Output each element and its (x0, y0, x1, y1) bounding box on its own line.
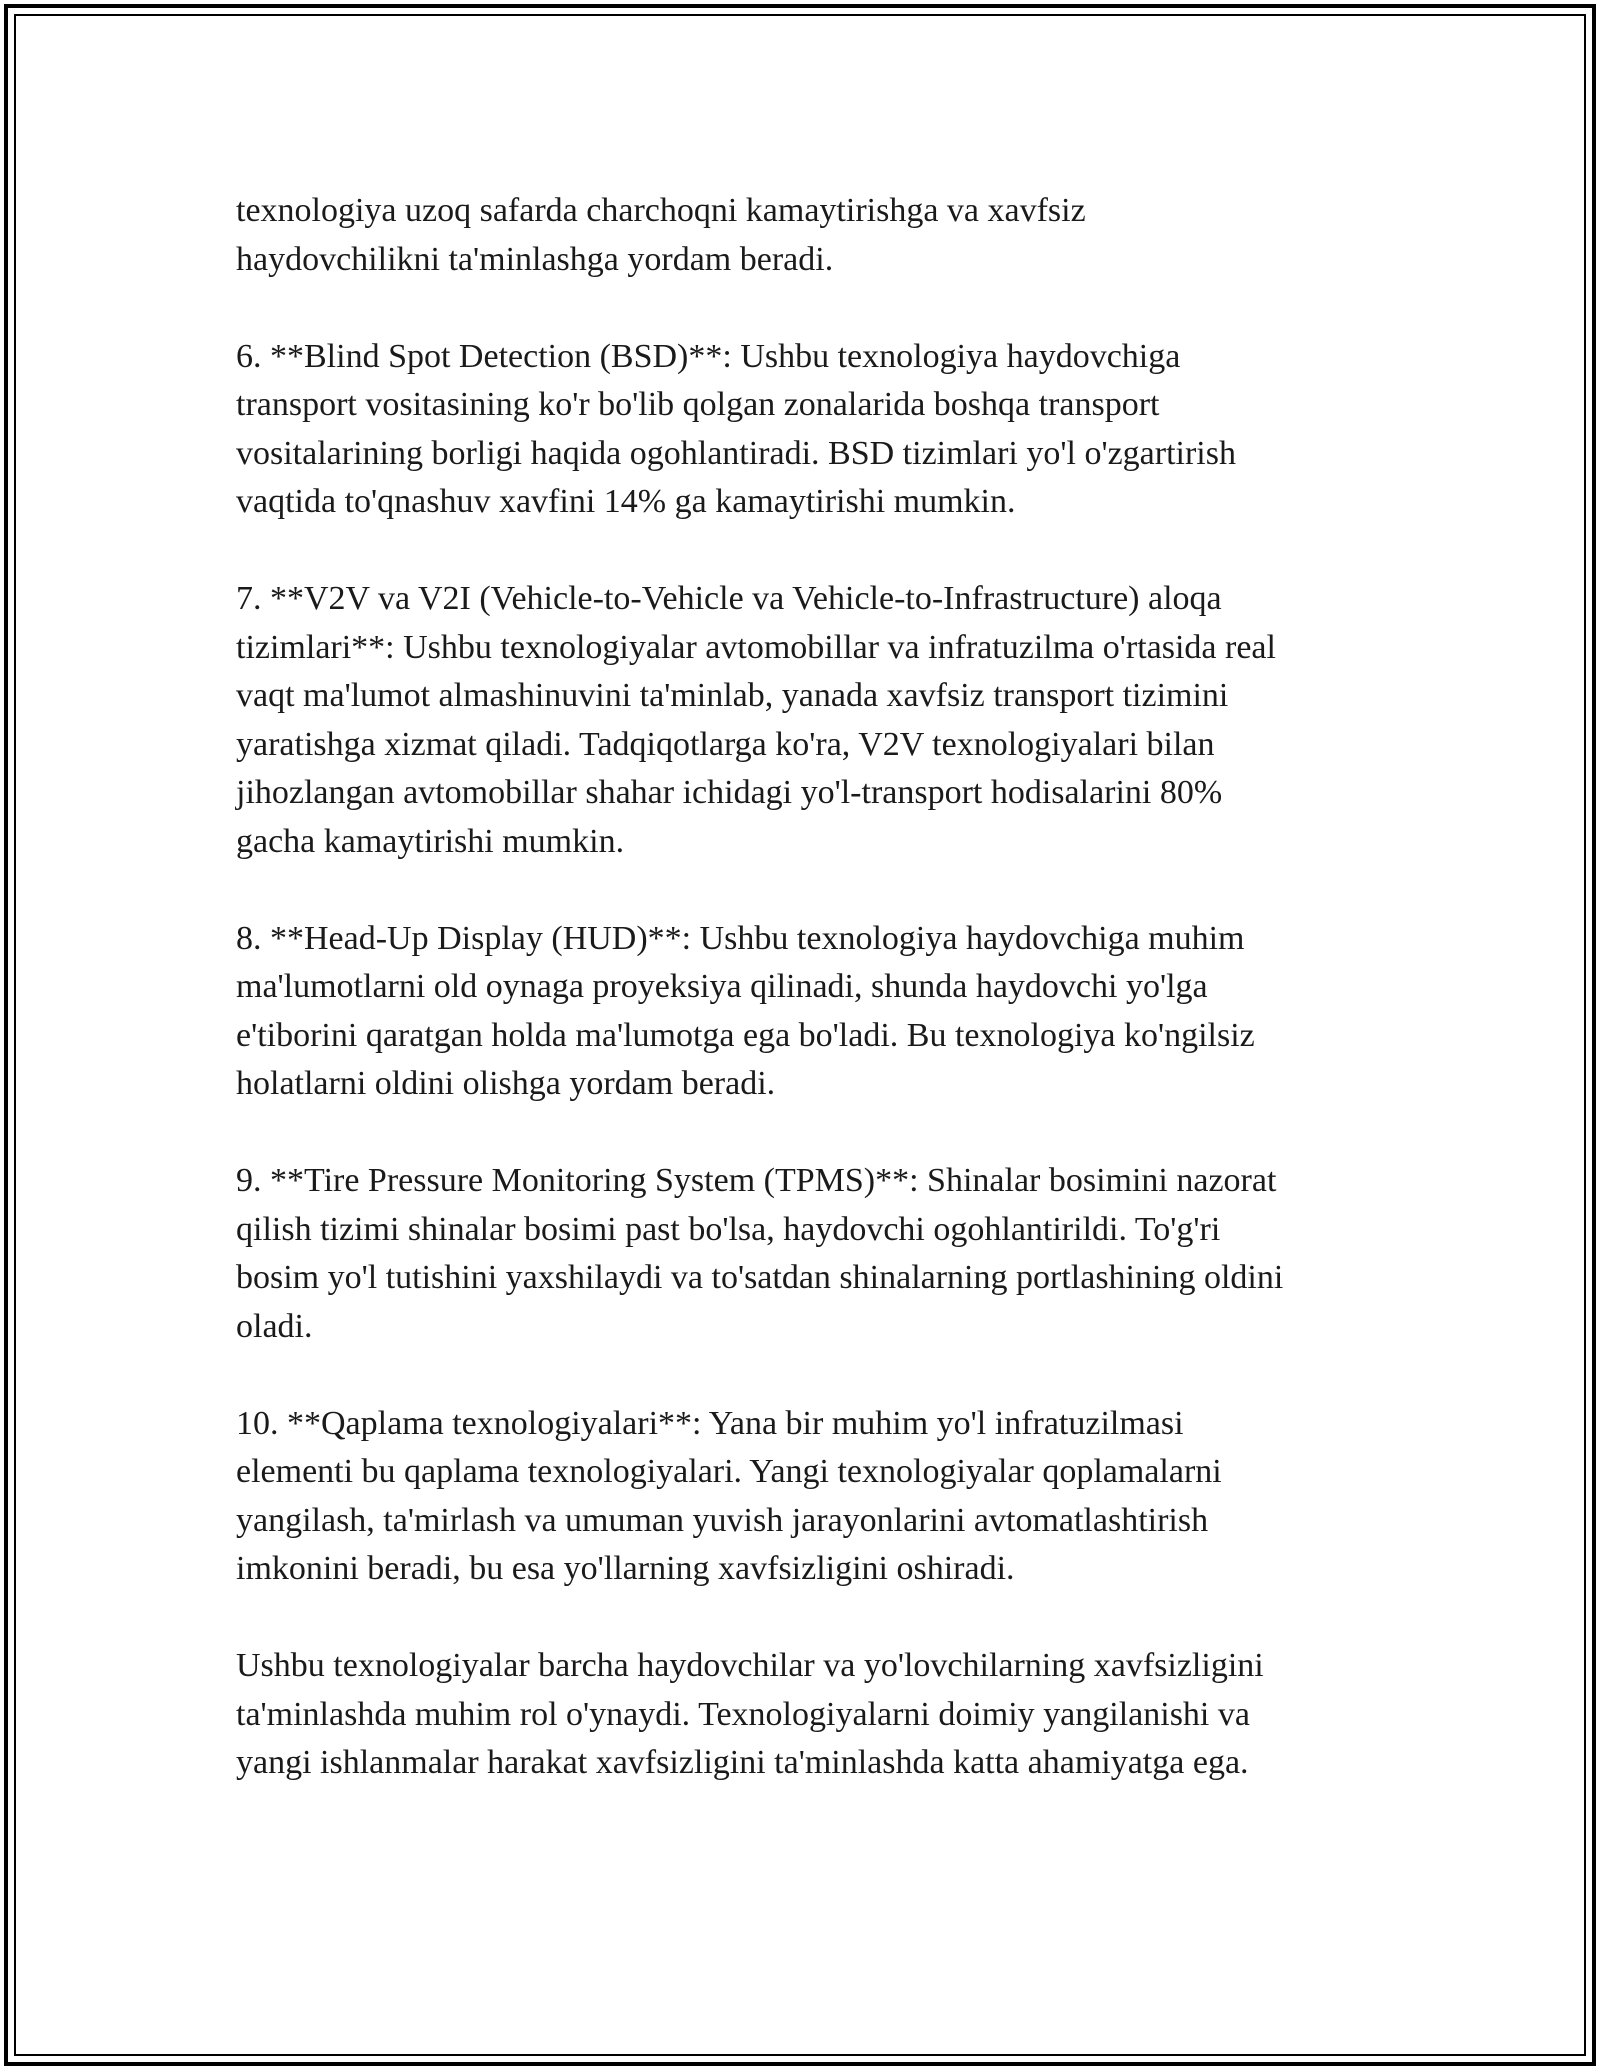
paragraph-conclusion: Ushbu texnologiyalar barcha haydovchilar va yo'lovchilarning xavfsizligini ta'minlashda muhim rol o'ynaydi. Texnologiyalarni doimiy yangilanishi va yangi ishlanmalar harakat xavfsizligini ta'minlashda katta ahamiyatga ega. (236, 1647, 1264, 1781)
paragraph-item-8: 8. **Head-Up Display (HUD)**: Ushbu texnologiya haydovchiga muhim ma'lumotlarni old oynaga proyeksiya qilinadi, shunda haydovchi yo'lga e'tiborini qaratgan holda ma'lumotga ega bo'ladi. Bu texnologiya ko'ngilsiz holatlarni oldini olishga yordam beradi. (236, 919, 1255, 1102)
paragraph-item-9: 9. **Tire Pressure Monitoring System (TPMS)**: Shinalar bosimini nazorat qilish tizimi shinalar bosimi past bo'lsa, haydovchi ogohlantirildi. To'g'ri bosim yo'l tutishini yaxshilaydi va to'satdan shinalarning portlashining oldini oladi. (236, 1162, 1284, 1345)
document-body (236, 187, 1386, 1836)
paragraph-item-7: 7. **V2V va V2I (Vehicle-to-Vehicle va Vehicle-to-Infrastructure) aloqa tizimlari**: Ushbu texnologiyalar avtomobillar va infratuzilma o'rtasida real vaqt ma'lumot almashinuvini ta'minlab, yanada xavfsiz transport tizimini yaratishga xizmat qiladi. Tadqiqotlarga ko'ra, V2V texnologiyalari bilan jihozlangan avtomobillar shahar ichidagi yo'l-transport hodisalarini 80% gacha kamaytirishi mumkin. (236, 580, 1276, 860)
paragraph-item-6: 6. **Blind Spot Detection (BSD)**: Ushbu texnologiya haydovchiga transport vositasining ko'r bo'lib qolgan zonalarida boshqa transport vositalarining borligi haqida ogohlantiradi. BSD tizimlari yo'l o'zgartirish vaqtida to'qnashuv xavfini 14% ga kamaytirishi mumkin. (236, 337, 1236, 520)
paragraph-item-10: 10. **Qaplama texnologiyalari**: Yana bir muhim yo'l infratuzilmasi elementi bu qaplama texnologiyalari. Yangi texnologiyalar qoplamalarni yangilash, ta'mirlash va umuman yuvish jarayonlarini avtomatlashtirish imkonini beradi, bu esa yo'llarning xavfsizligini oshiradi. (236, 1404, 1222, 1587)
paragraph-continuation: texnologiya uzoq safarda charchoqni kamaytirishga va xavfsiz haydovchilikni ta'minlashga yordam beradi. (236, 192, 1086, 278)
